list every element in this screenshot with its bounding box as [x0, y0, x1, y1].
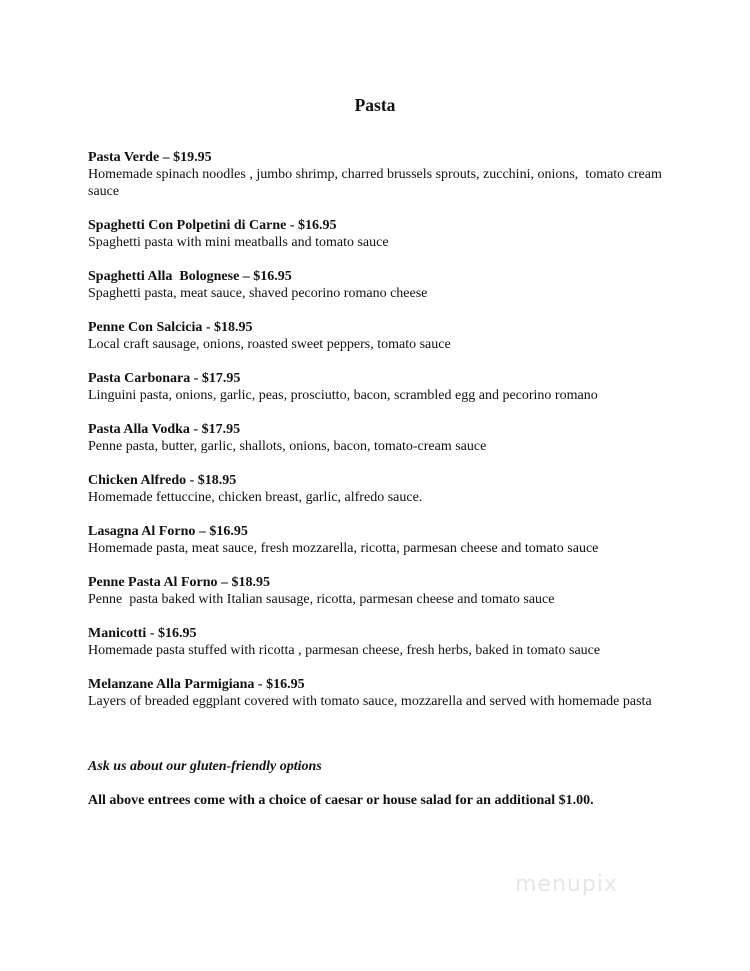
menu-item-description: Homemade fettuccine, chicken breast, garlic, alfredo sauce. — [88, 490, 423, 505]
menu-item-description: Local craft sausage, onions, roasted sweet peppers, tomato sauce — [88, 337, 451, 352]
menu-item — [88, 574, 668, 608]
menu-item-description: Layers of breaded eggplant covered with tomato sauce, mozzarella and served with homemade pasta — [88, 694, 652, 709]
menu-list — [88, 149, 668, 727]
menu-item-description: Linguini pasta, onions, garlic, peas, prosciutto, bacon, scrambled egg and pecorino romano — [88, 388, 598, 403]
menupix-watermark: menupix — [515, 872, 618, 897]
menu-item-name: Spaghetti Alla Bolognese – $16.95 — [88, 269, 292, 284]
menu-item-name: Melanzane Alla Parmigiana - $16.95 — [88, 677, 305, 692]
menu-item — [88, 319, 668, 353]
gluten-friendly-note: Ask us about our gluten-friendly options — [88, 759, 322, 774]
menu-item-name: Lasagna Al Forno – $16.95 — [88, 524, 248, 539]
menu-item-name: Penne Con Salcicia - $18.95 — [88, 320, 253, 335]
menu-item-name: Manicotti - $16.95 — [88, 626, 197, 641]
menu-item — [88, 268, 668, 302]
menu-item — [88, 421, 668, 455]
menu-item — [88, 625, 668, 659]
menu-item — [88, 676, 668, 710]
menu-item-description: Homemade pasta stuffed with ricotta , parmesan cheese, fresh herbs, baked in tomato sauce — [88, 643, 601, 658]
menu-item-description: Spaghetti pasta, meat sauce, shaved pecorino romano cheese — [88, 286, 428, 301]
menu-item-description: Homemade spinach noodles , jumbo shrimp, charred brussels sprouts, zucchini, onions, tomato cream sauce — [88, 167, 666, 199]
menu-item-name: Pasta Carbonara - $17.95 — [88, 371, 241, 386]
menu-item-name: Chicken Alfredo - $18.95 — [88, 473, 237, 488]
menu-item — [88, 472, 668, 506]
menu-item — [88, 523, 668, 557]
salad-note: All above entrees come with a choice of caesar or house salad for an additional $1.00. — [88, 793, 594, 808]
menu-item — [88, 370, 668, 404]
menu-item — [88, 217, 668, 251]
menu-item-name: Pasta Alla Vodka - $17.95 — [88, 422, 241, 437]
menu-item-description: Penne pasta, butter, garlic, shallots, onions, bacon, tomato-cream sauce — [88, 439, 487, 454]
menu-item-description: Homemade pasta, meat sauce, fresh mozzarella, ricotta, parmesan cheese and tomato sauce — [88, 541, 599, 556]
menu-item-description: Spaghetti pasta with mini meatballs and tomato sauce — [88, 235, 389, 250]
page-title: Pasta — [354, 95, 396, 115]
menu-item-name: Spaghetti Con Polpetini di Carne - $16.95 — [88, 218, 337, 233]
menu-item-name: Penne Pasta Al Forno – $18.95 — [88, 575, 270, 590]
menu-item-description: Penne pasta baked with Italian sausage, ricotta, parmesan cheese and tomato sauce — [88, 592, 555, 607]
menu-item-name: Pasta Verde – $19.95 — [88, 150, 212, 165]
menu-item — [88, 149, 668, 200]
